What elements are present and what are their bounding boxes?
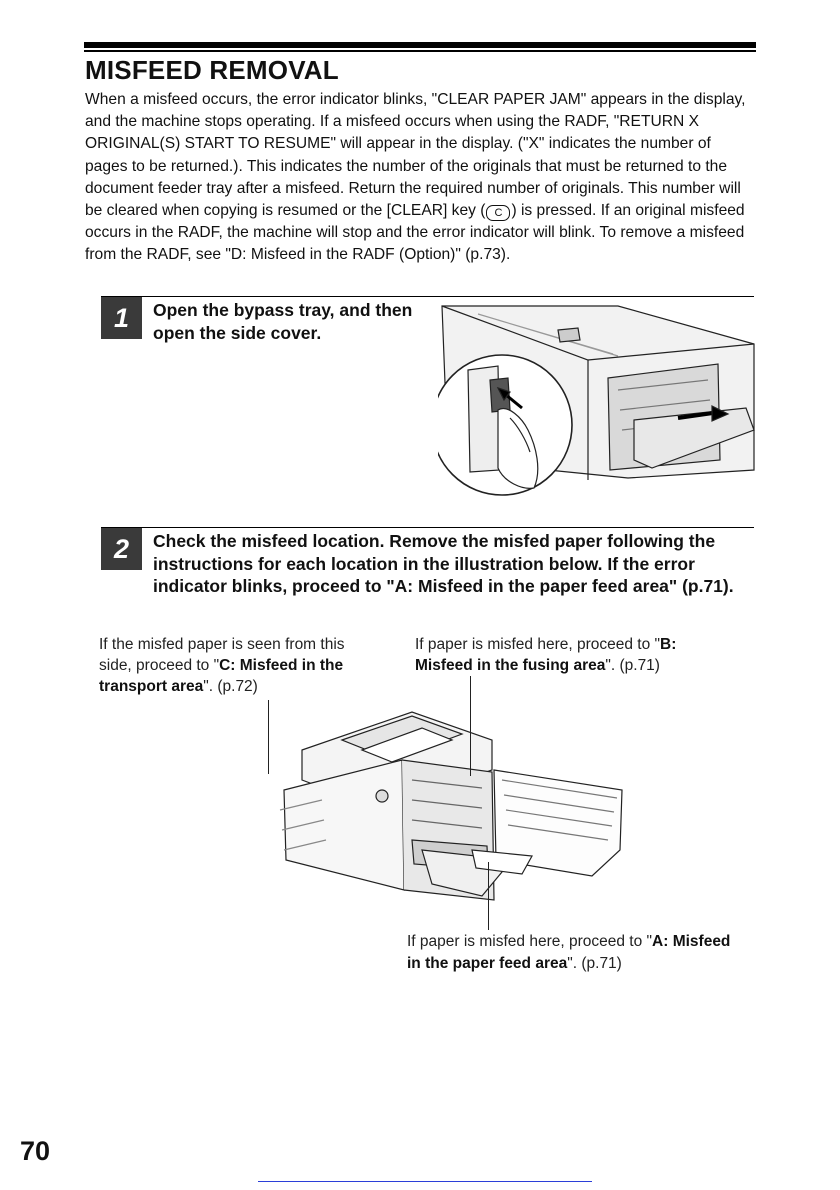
step-2-rule [101,527,754,528]
intro-paragraph [85,89,755,267]
callout-transport-area [99,634,369,697]
callout-c-link: C: Misfeed in the transport area [99,657,344,695]
callout-a-suffix: ". (p.71) [567,955,622,972]
callout-c-suffix: ". (p.72) [203,678,258,695]
step-2-badge: 2 [101,528,142,570]
step-1-rule [101,296,754,297]
copier-open-cover-illustration [262,700,642,930]
callout-b-link: B: Misfeed in the fusing area [415,636,677,674]
intro-text-1: When a misfeed occurs, the error indicator blinks, "CLEAR PAPER JAM" appears in the display, and the machine stops operating. If a misfeed occurs when using the RADF, "RETURN X ORIGINAL(S) START TO RESUME" will appear in the display. ("X" indicates the number of pages to be returned.). This indicates the number of the originals that must be returned to the document feeder tray after a misfeed. Return the required number of originals. This number will be cleared when copying is resumed or the [CLEAR] key ( [85,91,746,220]
footer-link-underline [258,1181,592,1182]
intro-text-2: ) is pressed. If an original misfeed occurs in the RADF, the machine will stop and the error indicator will blink. To remove a misfeed from the RADF, see "D: Misfeed in the RADF (Option)" (p.73). [85,202,745,264]
leader-transport [268,700,269,774]
callout-c-prefix: If the misfed paper is seen from this side, proceed to " [99,636,345,674]
callout-b-suffix: ". (p.71) [605,657,660,674]
header-rule-thick [84,42,756,48]
callout-paper-feed-area [407,931,747,975]
callout-fusing-area [415,634,735,676]
page-title: MISFEED REMOVAL [85,55,339,85]
step-2-text: Check the misfeed location. Remove the misfed paper following the instructions for each location in the illustration below. If the error indicator blinks, proceed to "A: Misfeed in the paper feed area" (p.71). [153,531,734,596]
callout-b-prefix: If paper is misfed here, proceed to " [415,636,661,653]
step-1-text: Open the bypass tray, and then open the side cover. [153,300,413,343]
header-rule-thin [84,50,756,52]
callout-a-prefix: If paper is misfed here, proceed to " [407,933,653,950]
bypass-tray-side-cover-illustration [438,300,758,515]
leader-paper-feed [488,862,489,930]
clear-key-icon: C [486,205,510,221]
page-number: 70 [20,1136,51,1166]
leader-fusing [470,676,471,776]
callout-a-link: A: Misfeed in the paper feed area [407,933,731,972]
step-1-badge: 1 [101,297,142,339]
